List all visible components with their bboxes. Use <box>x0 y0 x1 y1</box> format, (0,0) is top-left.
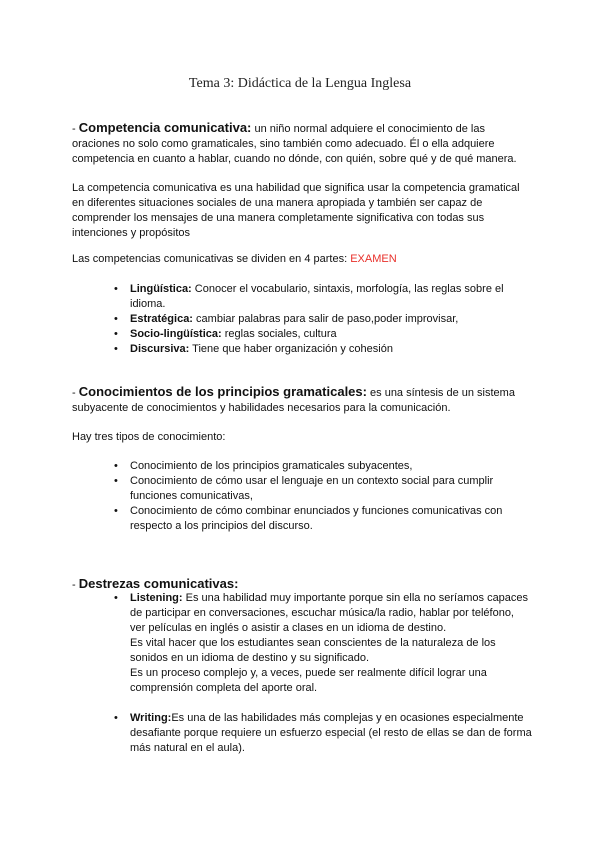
section-heading: Conocimientos de los principios gramaticales: <box>78 384 367 399</box>
section-intro <box>72 120 532 167</box>
item-text: Es vital hacer que los estudiantes sean conscientes de la naturaleza de los sonidos en un idioma de destino y su significado. <box>130 637 496 664</box>
paragraph-parts <box>72 252 532 267</box>
section-heading: Destrezas comunicativas: <box>78 576 239 591</box>
spacer <box>72 696 532 711</box>
knowledge-list <box>72 459 532 534</box>
paragraph-text: La competencia comunicativa es una habilidad que significa usar la competencia gramatical en diferentes situaciones sociales de una manera apropiada y también ser capaz de comprender los mensajes de una manera completamente significativa con todas sus intenciones y propósitos <box>72 182 520 239</box>
item-text: Es una de las habilidades más complejas y en ocasiones especialmente desafiante porque requiere un esfuerzo especial (el resto de ellas se dan de forma más natural en el aula). <box>130 712 532 754</box>
item-label: Estratégica: <box>130 313 193 325</box>
page-title: Tema 3: Didáctica de la Lengua Inglesa <box>188 76 412 91</box>
list-item-listening <box>72 591 532 696</box>
item-label: Writing: <box>130 712 172 724</box>
section-heading: Competencia comunicativa: <box>78 120 252 135</box>
list-item <box>72 342 532 357</box>
item-label: Lingüística: <box>130 283 192 295</box>
list-item: • Conocimiento de cómo usar el lenguaje en un contexto social para cumplir funciones comunicativas, <box>72 474 532 504</box>
skills-list <box>72 591 532 756</box>
item-label: Listening: <box>130 592 183 604</box>
paragraph-text <box>72 252 532 267</box>
dash: - <box>72 387 79 399</box>
item-label: Discursiva: <box>130 343 190 355</box>
section-text: es una síntesis de un sistema subyacente de conocimientos y habilidades necesarios para la comunicación. <box>72 387 515 414</box>
section-intro <box>72 384 532 416</box>
list-item <box>72 312 532 327</box>
item-text: Es un proceso complejo y, a veces, puede ser realmente difícil lograr una comprensión completa del aporte oral. <box>130 667 487 694</box>
list-item <box>72 282 532 312</box>
section-competencia <box>72 120 532 167</box>
list-item <box>72 327 532 342</box>
item-text: Conocer el vocabulario, sintaxis, morfología, las reglas sobre el idioma. <box>130 283 504 310</box>
parts-intro: Las competencias comunicativas se dividen en 4 partes: <box>72 253 351 265</box>
paragraph-text: Hay tres tipos de conocimiento: <box>72 431 226 443</box>
list-item: • Conocimiento de los principios gramaticales subyacentes, <box>72 459 532 474</box>
section-principios <box>72 384 532 416</box>
item-text: Tiene que haber organización y cohesión <box>189 343 393 355</box>
exam-tag: EXAMEN <box>350 253 397 265</box>
section-text: un niño normal adquiere el conocimiento de las oraciones no solo como gramaticales, sino también como adecuado. Él o ella adquiere competencia en cuanto a hablar, cuando no dónde, con quién, sobre qué y de qué manera. <box>72 123 517 165</box>
competence-list <box>72 282 532 357</box>
list-item: • Conocimiento de cómo combinar enunciados y funciones comunicativas con respecto a los principios del discurso. <box>72 504 532 534</box>
list-item-writing <box>72 711 532 756</box>
paragraph-types <box>72 430 532 445</box>
paragraph-definition <box>72 181 532 241</box>
item-text: reglas sociales, cultura <box>221 328 337 340</box>
item-text: Es una habilidad muy importante porque sin ella no seríamos capaces de participar en conversaciones, escuchar música/la radio, hablar por teléfono, ver películas en inglés o asistir a clases en un idioma de destino. <box>130 592 529 634</box>
dash: - <box>72 579 79 591</box>
item-label: Socio-lingüística: <box>130 328 222 340</box>
dash: - <box>72 123 79 135</box>
item-text: cambiar palabras para salir de paso,poder improvisar, <box>192 313 459 325</box>
